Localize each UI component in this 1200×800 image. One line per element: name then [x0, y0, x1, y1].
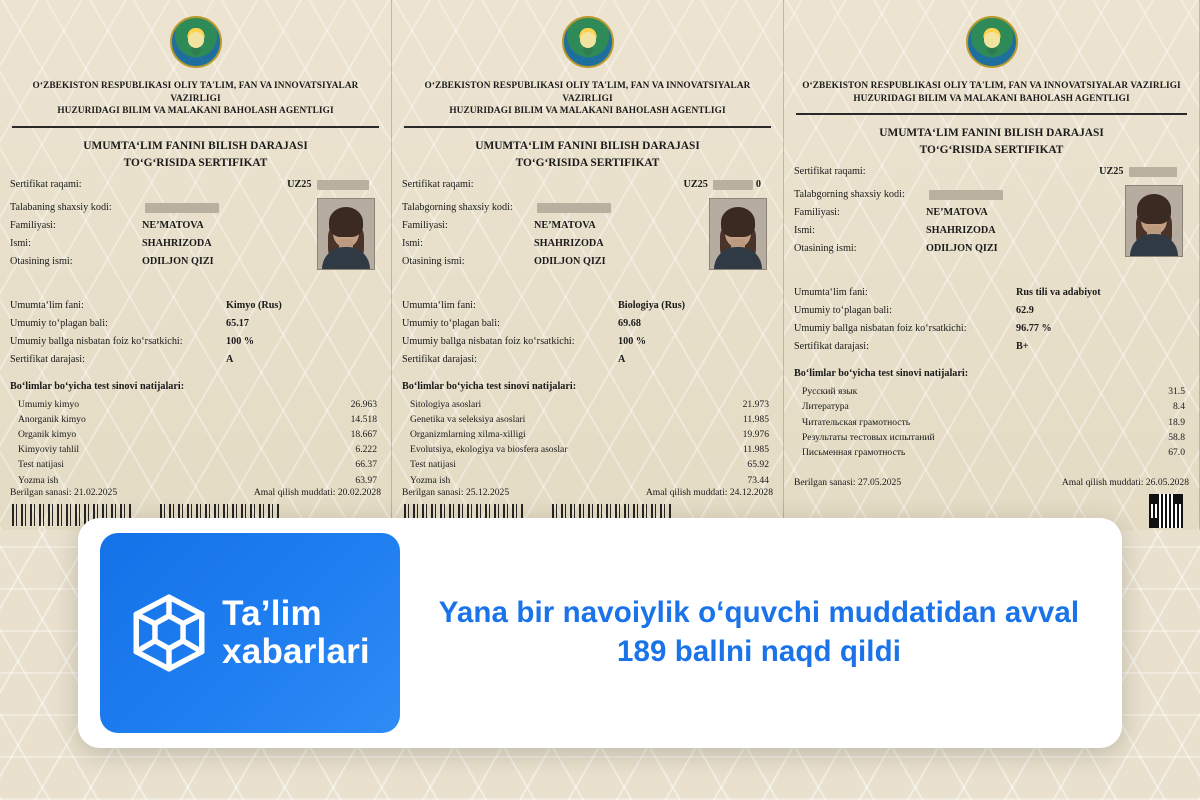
subject-block — [794, 287, 1189, 352]
result-score: 19.976 — [742, 429, 769, 441]
issued-value: 25.12.2025 — [465, 487, 510, 498]
result-row — [794, 445, 1189, 460]
result-score: 63.97 — [355, 474, 377, 486]
subject-row — [402, 300, 773, 311]
result-score: 31.5 — [1168, 386, 1185, 398]
result-name: Yozma ish — [18, 474, 59, 486]
serial-redaction — [713, 180, 753, 190]
name-value: SHAHRIZODA — [142, 237, 212, 249]
serial-label: Sertifikat raqami: — [10, 178, 82, 190]
pinfl-label: Talabgorning shaxsiy kodi: — [794, 189, 905, 201]
issued-label: Berilgan sanasi: — [402, 487, 464, 498]
issued-value: 21.02.2025 — [73, 487, 118, 498]
serial-label: Sertifikat raqami: — [794, 166, 866, 178]
result-name: Test natijasi — [18, 459, 64, 471]
student-photo — [1125, 185, 1183, 257]
result-name: Русский язык — [802, 386, 858, 398]
total-label: Umumiy to‘plagan bali: — [10, 317, 108, 329]
brand-line-2: xabarlari — [222, 632, 370, 671]
brand-name — [222, 595, 370, 671]
surname-value: NE’MATOVA — [534, 219, 596, 231]
student-photo — [709, 198, 767, 270]
valid-label: Amal qilish muddati: — [645, 487, 728, 498]
results-title: Bo‘limlar bo‘yicha test sinovi natijalari: — [402, 380, 577, 392]
result-row — [10, 397, 381, 412]
result-score: 67.0 — [1168, 446, 1185, 458]
result-score: 66.37 — [355, 459, 377, 471]
results-list — [794, 384, 1189, 460]
result-row — [402, 427, 773, 442]
issued-label: Berilgan sanasi: — [10, 487, 72, 498]
ministry-line-2: HUZURIDAGI BILIM VA MALAKANI BAHOLASH AGENTLIGI — [449, 106, 726, 117]
ministry-line-2: HUZURIDAGI BILIM VA MALAKANI BAHOLASH AGENTLIGI — [57, 106, 334, 117]
result-score: 21.973 — [742, 398, 769, 410]
result-name: Yozma ish — [410, 474, 451, 486]
pinfl-value — [534, 202, 611, 213]
photo-hair — [329, 207, 363, 237]
result-row — [10, 412, 381, 427]
percent-value: 96.77 % — [1016, 323, 1052, 335]
result-score: 18.667 — [350, 429, 377, 441]
result-row — [10, 442, 381, 457]
valid-date — [254, 487, 381, 498]
result-score: 58.8 — [1168, 431, 1185, 443]
result-score: 14.518 — [350, 414, 377, 426]
result-row — [402, 412, 773, 427]
valid-label: Amal qilish muddati: — [253, 487, 336, 498]
serial-prefix: UZ25 — [683, 178, 708, 190]
result-name: Organik kimyo — [18, 429, 77, 441]
grade-row — [402, 354, 773, 365]
percent-row — [794, 323, 1189, 334]
result-name: Genetika va seleksiya asoslari — [410, 414, 526, 426]
result-score: 11.985 — [742, 444, 769, 456]
total-label: Umumiy to‘plagan bali: — [794, 305, 892, 317]
serial-row — [402, 179, 773, 190]
result-row — [402, 397, 773, 412]
subject-label: Umumta‘lim fani: — [794, 287, 868, 299]
subject-value: Rus tili va adabiyot — [1016, 287, 1101, 299]
identity-block — [794, 189, 1189, 273]
result-name: Anorganik kimyo — [18, 414, 86, 426]
percent-label: Umumiy ballga nisbatan foiz ko‘rsatkichi: — [402, 335, 575, 347]
issued-label: Berilgan sanasi: — [794, 477, 856, 488]
surname-label: Familiyasi: — [402, 219, 448, 231]
ministry-name — [402, 80, 773, 124]
patronymic-label: Otasining ismi: — [402, 255, 465, 267]
percent-row — [402, 336, 773, 347]
valid-label: Amal qilish muddati: — [1061, 477, 1144, 488]
certificate-title-line-2: TO‘G‘RISIDA SERTIFIKAT — [515, 156, 660, 169]
grade-row — [794, 341, 1189, 352]
percent-label: Umumiy ballga nisbatan foiz ko‘rsatkichi: — [10, 335, 183, 347]
result-row — [794, 415, 1189, 430]
subject-block — [10, 300, 381, 365]
total-row — [794, 305, 1189, 316]
serial-prefix: UZ25 — [287, 178, 312, 190]
patronymic-value: ODILJON QIZI — [142, 255, 214, 267]
identity-block — [10, 202, 381, 286]
grade-label: Sertifikat darajasi: — [794, 341, 869, 353]
headline-line-2: 189 ballni naqd qildi — [616, 635, 902, 668]
issued-date — [402, 487, 509, 498]
ministry-name — [10, 80, 381, 124]
identity-block — [402, 202, 773, 286]
subject-label: Umumta‘lim fani: — [402, 299, 476, 311]
subject-value: Kimyo (Rus) — [226, 299, 282, 311]
total-value: 69.68 — [618, 317, 641, 329]
serial-row — [794, 166, 1189, 177]
serial-label: Sertifikat raqami: — [402, 178, 474, 190]
news-overlay-card — [78, 518, 1122, 748]
certificate-title-line-1: UMUMTA‘LIM FANINI BILISH DARAJASI — [83, 139, 308, 152]
result-score: 65.92 — [747, 459, 769, 471]
result-row — [794, 384, 1189, 399]
valid-value: 24.12.2028 — [729, 487, 773, 498]
result-row — [10, 427, 381, 442]
state-emblem-icon — [170, 16, 222, 68]
result-row — [402, 442, 773, 457]
footer-dates — [402, 487, 773, 498]
name-label: Ismi: — [10, 237, 31, 249]
result-score: 8.4 — [1173, 401, 1185, 413]
subject-label: Umumta‘lim fani: — [10, 299, 84, 311]
results-list — [402, 397, 773, 488]
issued-value: 27.05.2025 — [857, 477, 902, 488]
ministry-line-1: O‘ZBEKISTON RESPUBLIKASI OLIY TA'LIM, FAN VA INNOVATSIYALAR VAZIRLIGI — [802, 81, 1181, 91]
results-title: Bo‘limlar bo‘yicha test sinovi natijalari: — [10, 380, 185, 392]
valid-value: 26.05.2028 — [1145, 477, 1189, 488]
pinfl-redaction — [145, 203, 219, 213]
result-name: Organizmlarning xilma-xilligi — [410, 429, 526, 441]
result-name: Kimyoviy tahlil — [18, 444, 80, 456]
certificate-card-2 — [392, 0, 784, 530]
qr-code — [1149, 494, 1183, 528]
result-score: 11.985 — [742, 414, 769, 426]
percent-value: 100 % — [618, 335, 647, 347]
results-list — [10, 397, 381, 488]
result-name: Литература — [802, 401, 849, 413]
issued-date — [794, 477, 901, 488]
result-name: Результаты тестовых испытаний — [802, 431, 935, 443]
headline-line-1: Yana bir navoiylik o‘quvchi muddatidan avval — [438, 596, 1080, 630]
serial-value — [683, 179, 761, 190]
state-emblem-icon — [562, 16, 614, 68]
grade-row — [10, 354, 381, 365]
state-emblem-icon — [966, 16, 1018, 68]
result-score: 73.44 — [747, 474, 769, 486]
emblem-wrapper — [10, 8, 381, 73]
total-row — [10, 318, 381, 329]
subject-row — [794, 287, 1189, 298]
total-row — [402, 318, 773, 329]
result-name: Evolutsiya, ekologiya va biosfera asoslar — [410, 444, 568, 456]
certificate-title-line-1: UMUMTA‘LIM FANINI BILISH DARAJASI — [475, 139, 700, 152]
serial-value — [287, 179, 369, 190]
photo-hair — [721, 207, 755, 237]
footer-dates — [794, 477, 1189, 488]
serial-redaction — [317, 180, 369, 190]
valid-date — [646, 487, 773, 498]
serial-row — [10, 179, 381, 190]
result-name: Читательская грамотность — [802, 416, 911, 428]
certificate-title — [10, 138, 381, 172]
total-value: 65.17 — [226, 317, 249, 329]
result-row — [402, 473, 773, 488]
certificate-title-line-1: UMUMTA‘LIM FANINI BILISH DARAJASI — [879, 127, 1104, 140]
pinfl-label: Talabgorning shaxsiy kodi: — [402, 201, 513, 213]
total-label: Umumiy to‘plagan bali: — [402, 317, 500, 329]
pinfl-value — [926, 189, 1003, 200]
result-name: Umumiy kimyo — [18, 398, 80, 410]
result-score: 6.222 — [355, 444, 377, 456]
brand-logo-card — [100, 533, 400, 733]
serial-prefix: UZ25 — [1099, 166, 1124, 178]
surname-value: NE’MATOVA — [142, 219, 204, 231]
result-score: 18.9 — [1168, 416, 1185, 428]
certificate-title-line-2: TO‘G‘RISIDA SERTIFIKAT — [919, 144, 1064, 157]
percent-row — [10, 336, 381, 347]
result-name: Test natijasi — [410, 459, 456, 471]
brand-line-1: Ta’lim — [222, 594, 322, 634]
pinfl-label: Talabaning shaxsiy kodi: — [10, 201, 112, 213]
headline — [400, 594, 1122, 672]
ministry-line-1: O‘ZBEKISTON RESPUBLIKASI OLIY TA'LIM, FAN VA INNOVATSIYALAR VAZIRLIGI — [424, 81, 751, 104]
certificate-card-1 — [0, 0, 392, 530]
pinfl-value — [142, 202, 219, 213]
cube-logo-icon — [130, 592, 208, 674]
result-row — [10, 473, 381, 488]
total-value: 62.9 — [1016, 305, 1034, 317]
ministry-line-2: HUZURIDAGI BILIM VA MALAKANI BAHOLASH AGENTLIGI — [853, 93, 1130, 104]
valid-value: 20.02.2028 — [337, 487, 381, 498]
ministry-line-1: O‘ZBEKISTON RESPUBLIKASI OLIY TA'LIM, FAN VA INNOVATSIYALAR VAZIRLIGI — [32, 81, 359, 104]
name-value: SHAHRIZODA — [926, 225, 996, 237]
grade-value: A — [618, 353, 626, 365]
serial-value — [1099, 166, 1177, 177]
divider — [404, 126, 771, 128]
certificate-title-line-2: TO‘G‘RISIDA SERTIFIKAT — [123, 156, 268, 169]
name-label: Ismi: — [402, 237, 423, 249]
patronymic-value: ODILJON QIZI — [926, 243, 998, 255]
result-score: 26.963 — [350, 398, 377, 410]
surname-label: Familiyasi: — [794, 207, 840, 219]
divider — [12, 126, 379, 128]
ministry-name — [794, 80, 1189, 111]
grade-label: Sertifikat darajasi: — [10, 353, 85, 365]
grade-label: Sertifikat darajasi: — [402, 353, 477, 365]
emblem-wrapper — [402, 8, 773, 73]
valid-date — [1062, 477, 1189, 488]
pinfl-redaction — [929, 190, 1003, 200]
student-photo — [317, 198, 375, 270]
issued-date — [10, 487, 117, 498]
subject-block — [402, 300, 773, 365]
result-row — [10, 457, 381, 472]
photo-hair — [1137, 194, 1171, 224]
name-label: Ismi: — [794, 225, 815, 237]
surname-label: Familiyasi: — [10, 219, 56, 231]
percent-value: 100 % — [226, 335, 255, 347]
serial-suffix: 0 — [755, 178, 761, 190]
patronymic-label: Otasining ismi: — [10, 255, 73, 267]
pinfl-redaction — [537, 203, 611, 213]
name-value: SHAHRIZODA — [534, 237, 604, 249]
certificate-title — [794, 125, 1189, 159]
footer-dates — [10, 487, 381, 498]
result-row — [794, 399, 1189, 414]
grade-value: B+ — [1016, 341, 1029, 353]
certificate-title — [402, 138, 773, 172]
subject-value: Biologiya (Rus) — [618, 299, 686, 311]
emblem-wrapper — [794, 8, 1189, 73]
surname-value: NE’MATOVA — [926, 207, 988, 219]
divider — [796, 113, 1187, 115]
result-name: Письменная грамотность — [802, 446, 906, 458]
grade-value: A — [226, 353, 234, 365]
result-row — [794, 430, 1189, 445]
serial-redaction — [1129, 167, 1177, 177]
subject-row — [10, 300, 381, 311]
patronymic-label: Otasining ismi: — [794, 243, 857, 255]
results-title: Bo‘limlar bo‘yicha test sinovi natijalari: — [794, 368, 969, 380]
certificate-card-3 — [784, 0, 1200, 530]
percent-label: Umumiy ballga nisbatan foiz ko‘rsatkichi: — [794, 323, 967, 335]
patronymic-value: ODILJON QIZI — [534, 255, 606, 267]
result-name: Sitologiya asoslari — [410, 398, 482, 410]
result-row — [402, 457, 773, 472]
